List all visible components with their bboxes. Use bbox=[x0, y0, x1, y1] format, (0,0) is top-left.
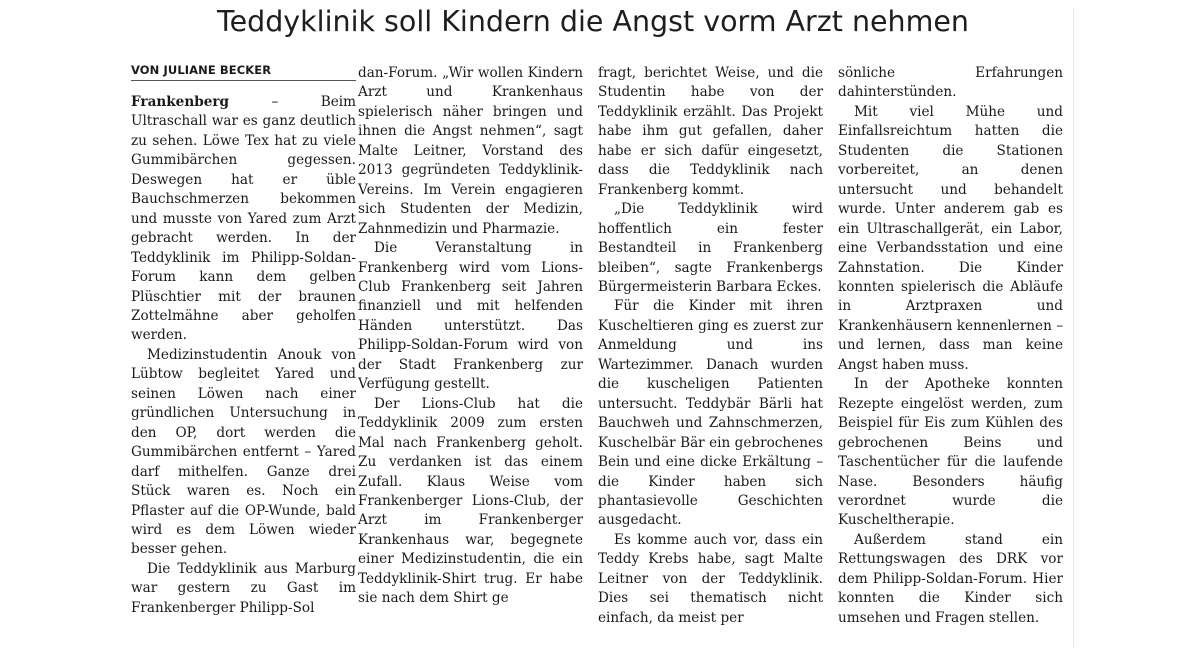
article-paragraph: dan-Forum. „Wir wollen Kindern Arzt und Krankenhaus spielerisch näher bringen und ihnen die Angst nehmen“, sagt Malte Leitner, Vorstand des 2013 gegründeten Teddyklinik-Vereins. Im Verein engagieren sich Studenten der Medizin, Zahnmedizin und Pharmazie. bbox=[358, 65, 583, 237]
article-paragraph: sönliche Erfahrungen dahinterstünden. bbox=[838, 65, 1063, 101]
article-paragraph: Medizinstudentin Anouk von Lübtow begleitet Yared und seinen Löwen nach einer gründlichen Untersuchung in den OP, dort werden die Gummibärchen entfernt – Yared darf mithelfen. Ganze drei Stück waren es. Noch ein Pflaster auf die OP-Wunde, bald wird es dem Löwen wieder besser gehen. bbox=[131, 346, 356, 558]
article-column-4 bbox=[838, 64, 1063, 628]
article-paragraph: Der Lions-Club hat die Teddyklinik 2009 zum ersten Mal nach Frankenberg geholt. Zu verdanken ist das einem Zufall. Klaus Weise vom Frankenberger Lions-Club, der Arzt im Frankenberger Krankenhaus war, begegnete einer Medizinstudentin, die ein Teddyklinik-Shirt trug. Er habe sie nach dem Shirt ge bbox=[358, 395, 583, 607]
article-column-3 bbox=[598, 64, 823, 628]
article-paragraph: Frankenberg – Beim Ultraschall war es ganz deutlich zu sehen. Löwe Tex hat zu viele Gummibärchen gegessen. Deswegen hat er üble Bauchschmerzen bekommen und musste von Yared zum Arzt gebracht werden. In der Teddyklinik im Philipp-Soldan-Forum kann dem gelben Plüschtier mit der braunen Zottelmähne aber geholfen werden. bbox=[131, 94, 356, 344]
article-paragraph: „Die Teddyklinik wird hoffentlich ein fester Bestandteil in Frankenberg bleiben“, sagte Frankenbergs Bürgermeisterin Barbara Eckes. bbox=[598, 201, 823, 295]
article-paragraph: Für die Kinder mit ihren Kuscheltieren ging es zuerst zur Anmeldung und ins Wartezimmer. Danach wurden die kuscheligen Patienten untersucht. Teddybär Bärli hat Bauchweh und Zahnschmerzen, Kuschelbär Bär ein gebrochenes Bein und eine dicke Erkältung – die Kinder haben sich phantasievolle Geschichten ausgedacht. bbox=[598, 298, 823, 529]
article-paragraph: Es komme auch vor, dass ein Teddy Krebs habe, sagt Malte Leitner von der Teddyklinik. Dies sei thematisch nicht einfach, da meist per bbox=[598, 531, 823, 626]
article-column-1 bbox=[131, 62, 356, 618]
article-paragraph: In der Apotheke konnten Rezepte eingelöst werden, zum Beispiel für Eis zum Kühlen des gebrochenen Beins und Taschentücher für die laufende Nase. Besonders häufig verordnet wurde die Kuscheltherapie. bbox=[838, 376, 1063, 529]
dateline: Frankenberg bbox=[131, 94, 230, 110]
article-paragraph: fragt, berichtet Weise, und die Studentin habe von der Teddyklinik erzählt. Das Projekt habe ihm gut gefallen, daher habe er sich dafür eingesetzt, dass die Teddyklinik nach Frankenberg kommt. bbox=[598, 65, 823, 198]
page-edge-divider bbox=[1073, 8, 1074, 648]
article-paragraph: Die Veranstaltung in Frankenberg wird vom Lions-Club Frankenberg seit Jahren finanziell und mit helfenden Händen unterstützt. Das Philipp-Soldan-Forum wird von der Stadt Frankenberg zur Verfügung gestellt. bbox=[358, 240, 583, 393]
article-column-2 bbox=[358, 64, 583, 609]
article-headline: Teddyklinik soll Kindern die Angst vorm Arzt nehmen bbox=[217, 5, 969, 38]
author-byline: VON JULIANE BECKER bbox=[131, 62, 356, 81]
article-paragraph: Mit viel Mühe und Einfallsreichtum hatten die Studenten die Stationen vorbereitet, an denen untersucht und behandelt wurde. Unter anderem gab es ein Ultraschallgerät, ein Labor, eine Verbandsstation und eine Zahnstation. Die Kinder konnten spielerisch die Abläufe in Arztpraxen und Krankenhäusern kennenlernen – und lernen, dass man keine Angst haben muss. bbox=[838, 103, 1063, 373]
article-paragraph: Die Teddyklinik aus Marburg war gestern zu Gast im Frankenberger Philipp-Sol bbox=[131, 560, 356, 616]
article-paragraph: Außerdem stand ein Rettungswagen des DRK vor dem Philipp-Soldan-Forum. Hier konnten die Kinder sich umsehen und Fragen stellen. bbox=[838, 531, 1063, 626]
